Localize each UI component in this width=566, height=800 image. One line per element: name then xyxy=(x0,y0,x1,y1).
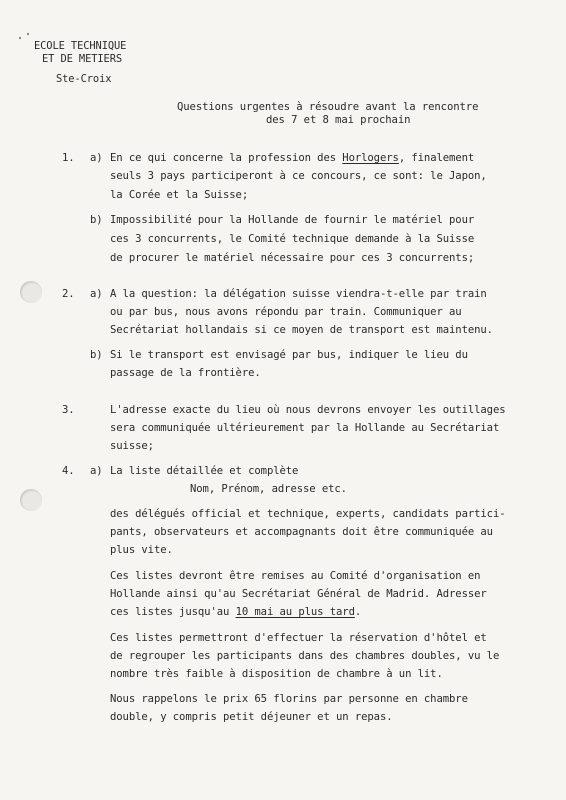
item-4-p2-line2: Hollande ainsi qu'au Secrétariat Général de Madrid. Adresser xyxy=(110,588,487,600)
item-3-line2: sera communiquée ultérieurement par la Hollande au Secrétariat xyxy=(110,422,500,434)
item-number: 4. xyxy=(62,465,75,477)
item-4-p1-line1: des délégués official et technique, experts, candidats partici- xyxy=(110,508,506,520)
item-number: 3. xyxy=(62,404,75,416)
item-4-p3-line1: Ces listes permettront d'effectuer la réservation d'hôtel et xyxy=(110,632,487,644)
item-1b-line2: ces 3 concurrents, le Comité technique demande à la Suisse xyxy=(110,233,475,245)
school-name-line1: ECOLE TECHNIQUE xyxy=(34,40,127,52)
place-name: Ste-Croix xyxy=(56,73,112,85)
school-name-line2: ET DE METIERS xyxy=(42,53,123,65)
text-segment: . xyxy=(354,606,362,618)
item-4-p3-line3: nombre très faible à disposition de chambre à un lit. xyxy=(110,668,443,680)
item-1b-line1: Impossibilité pour la Hollande de fournir le matériel pour xyxy=(110,214,475,226)
underlined-term: Horlogers xyxy=(342,152,399,164)
item-4-p4-line1: Nous rappelons le prix 65 florins par personne en chambre xyxy=(110,693,468,705)
item-number: 1. xyxy=(62,152,75,164)
text-segment: En ce qui concerne la profession des xyxy=(110,152,343,164)
item-4-p2-line3 xyxy=(110,606,361,619)
text-segment: ces listes jusqu'au xyxy=(110,606,236,618)
item-1a-line1 xyxy=(110,152,474,165)
item-2a-line3: Secrétariat hollandais si ce moyen de transport est maintenu. xyxy=(110,324,493,336)
item-2a-line1: A la question: la délégation suisse viendra-t-elle par train xyxy=(110,288,487,300)
punch-hole-top xyxy=(20,281,42,303)
ink-speck xyxy=(27,33,29,35)
item-4-p1-line3: plus vite. xyxy=(110,544,173,556)
item-number: 2. xyxy=(62,288,75,300)
item-4-p1-line2: pants, observateurs et accompagnants doit être communiquée au xyxy=(110,526,493,538)
text-segment: , finalement xyxy=(398,152,475,164)
item-4-p4-line2: double, y compris petit déjeuner et un repas. xyxy=(110,711,393,723)
item-3-line3: suisse; xyxy=(110,440,154,452)
sub-item-label: b) xyxy=(90,214,103,226)
underlined-deadline: 10 mai au plus tard xyxy=(235,606,355,618)
sub-item-label: b) xyxy=(90,349,103,361)
item-4a-line2: Nom, Prénom, adresse etc. xyxy=(190,483,347,495)
item-2a-line2: ou par bus, nous avons répondu par train. Communiquer au xyxy=(110,306,462,318)
item-2b-line1: Si le transport est envisagé par bus, indiquer le lieu du xyxy=(110,349,468,361)
item-2b-line2: passage de la frontière. xyxy=(110,367,261,379)
title-line1: Questions urgentes à résoudre avant la rencontre xyxy=(177,101,479,113)
title-line2: des 7 et 8 mai prochain xyxy=(266,114,411,126)
ink-speck xyxy=(19,37,21,39)
item-1b-line3: de procurer le matériel nécessaire pour ces 3 concurrents; xyxy=(110,252,475,264)
item-4-p3-line2: de regrouper les participants dans des chambres doubles, vu le xyxy=(110,650,500,662)
item-4a-line1: La liste détaillée et complète xyxy=(110,465,299,477)
punch-hole-bottom xyxy=(20,489,42,511)
item-1a-line2: seuls 3 pays participeront à ce concours, ce sont: le Japon, xyxy=(110,170,487,182)
sub-item-label: a) xyxy=(90,465,103,477)
sub-item-label: a) xyxy=(90,152,103,164)
item-1a-line3: la Corée et la Suisse; xyxy=(110,189,249,201)
item-3-line1: L'adresse exacte du lieu où nous devrons envoyer les outillages xyxy=(110,404,506,416)
item-4-p2-line1: Ces listes devront être remises au Comité d'organisation en xyxy=(110,570,481,582)
sub-item-label: a) xyxy=(90,288,103,300)
